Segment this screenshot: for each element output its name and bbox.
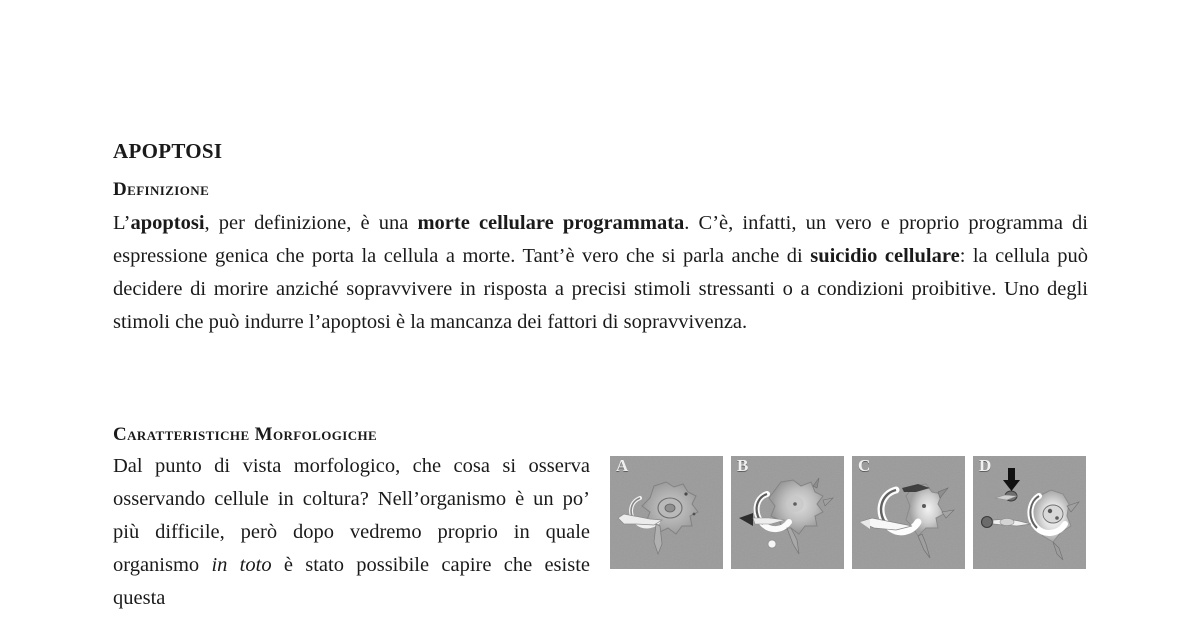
page-title: APOPTOSI xyxy=(113,139,223,163)
microscopy-panel-c xyxy=(852,456,965,569)
text-run-6: : la cellula può decidere di morire anziché sopravvivere in risposta a precisi stimoli stressanti o a condizioni proibitive. Uno degli stimoli che può indurre l’apoptosi è la mancanza dei fattori di sopravvivenza. xyxy=(113,244,1089,333)
text-run-2: è stato possibile capire che esiste questa xyxy=(113,553,590,609)
section-heading-caratteristiche-morfologiche: Caratteristiche Morfologiche xyxy=(113,424,378,445)
panel-label-b: B xyxy=(737,455,749,475)
text-run-4: . C’è, infatti, un vero e proprio programma di espressione genica che porta la cellula a morte. Tant’è vero che si parla anche di xyxy=(113,211,1088,267)
microscopy-figure xyxy=(610,456,1088,569)
document-content-top xyxy=(113,140,1088,339)
panel-label-c: C xyxy=(858,455,871,475)
paragraph-definizione xyxy=(113,207,1088,339)
panel-label-a: A xyxy=(616,455,629,475)
microscopy-panel-d xyxy=(973,456,1086,569)
text-run-1: apoptosi xyxy=(130,211,205,234)
section-heading-definizione: Definizione xyxy=(113,179,210,201)
panel-label-d: D xyxy=(979,455,992,475)
microscopy-panel-b xyxy=(731,456,844,569)
text-figure-flow xyxy=(113,450,1088,615)
document-content-bottom xyxy=(113,424,1088,615)
text-run-0: L’ xyxy=(113,211,131,234)
text-run-2: , per definizione, è una xyxy=(204,211,418,234)
text-run-1: in toto xyxy=(211,553,272,576)
microscopy-panel-a xyxy=(610,456,723,569)
text-run-0: Dal punto di vista morfologico, che cosa si osserva osservando cellule in coltura? Nell’organismo è un po’ più difficile, però dopo vedremo proprio in quale organismo xyxy=(113,454,590,576)
text-run-3: morte cellulare programmata xyxy=(417,211,685,234)
text-run-5: suicidio cellulare xyxy=(810,244,960,267)
